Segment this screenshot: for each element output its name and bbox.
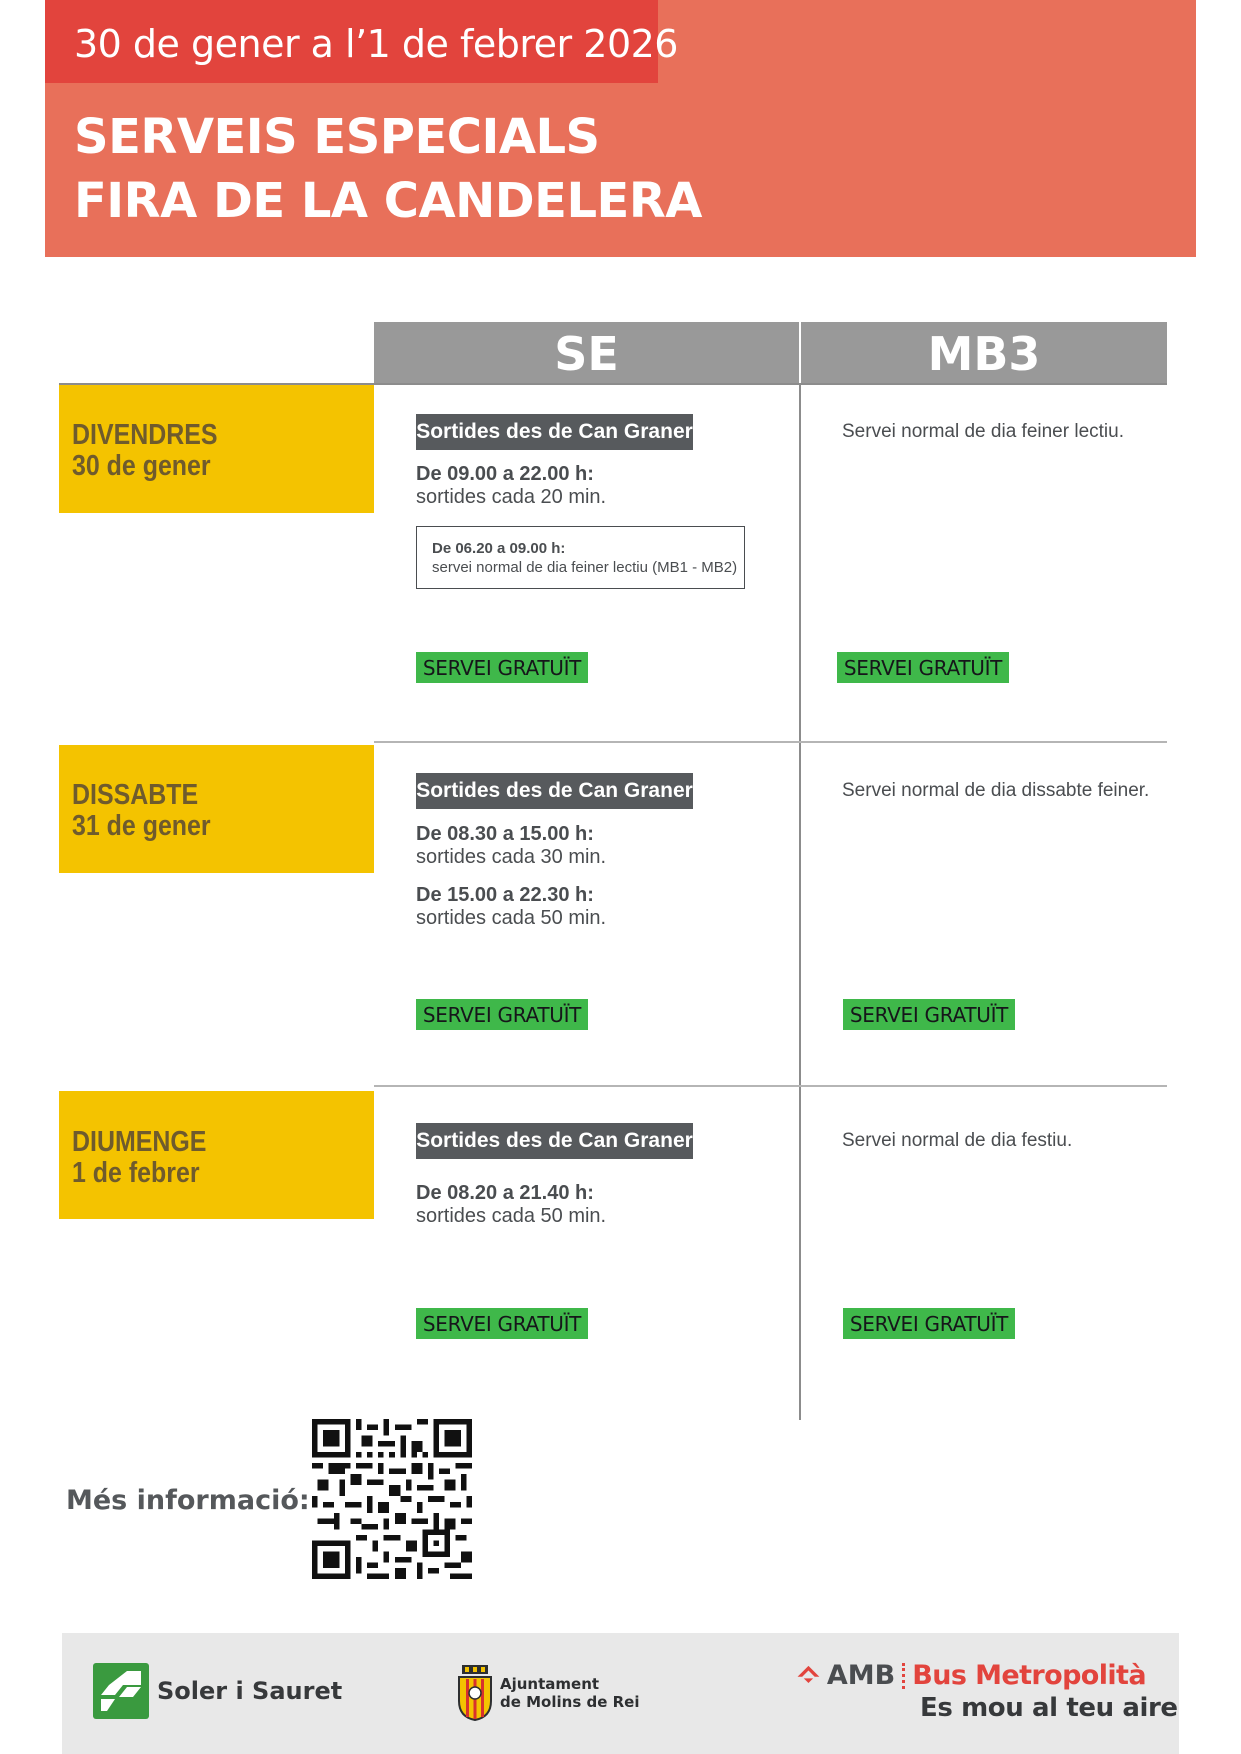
day-date: 31 de gener <box>72 810 211 842</box>
ajuntament-text <box>500 1675 639 1711</box>
day-date: 1 de febrer <box>72 1157 200 1189</box>
day-name: DIUMENGE <box>72 1126 207 1158</box>
schedule-frequency: sortides cada 50 min. <box>416 907 607 929</box>
amb-separator <box>902 1663 905 1689</box>
schedule-frequency: sortides cada 20 min. <box>416 486 607 508</box>
schedule-entry <box>416 884 606 930</box>
more-info-label: Més informació: <box>66 1485 310 1516</box>
column-divider <box>799 385 801 1420</box>
amb-slogan: Es mou al teu aire <box>920 1693 1178 1723</box>
column-header-mb3: MB3 <box>801 322 1167 385</box>
schedule-time: De 08.20 a 21.40 h: <box>416 1182 594 1204</box>
ajuntament-line-2: de Molins de Rei <box>500 1693 640 1711</box>
row-divider <box>374 741 1167 743</box>
day-label <box>72 1127 206 1189</box>
amb-diamond-icon <box>796 1661 821 1691</box>
schedule-entry <box>416 463 606 509</box>
amb-bus-metropolita-logo <box>796 1660 1178 1726</box>
day-label <box>72 780 211 842</box>
schedule-frequency: sortides cada 30 min. <box>416 846 607 868</box>
mb3-service-text: Servei normal de dia dissabte feiner. <box>842 780 1150 801</box>
row-divider <box>374 1085 1167 1087</box>
bus-metropolita-text: Bus Metropolità <box>912 1660 1146 1691</box>
schedule-entry <box>416 1182 606 1228</box>
schedule-note <box>416 526 745 589</box>
page-title <box>74 105 702 233</box>
free-service-badge: SERVEI GRATUÏT <box>837 652 1009 683</box>
mb3-service-text: Servei normal de dia festiu. <box>842 1130 1073 1151</box>
ajuntament-line-1: Ajuntament <box>500 1675 600 1693</box>
schedule-time: De 15.00 a 22.30 h: <box>416 884 594 906</box>
free-service-badge: SERVEI GRATUÏT <box>416 1308 588 1339</box>
amb-text: AMB <box>826 1660 896 1691</box>
note-time: De 06.20 a 09.00 h: <box>432 540 566 557</box>
free-service-badge: SERVEI GRATUÏT <box>416 999 588 1030</box>
schedule-frequency: sortides cada 50 min. <box>416 1205 607 1227</box>
mb3-service-text: Servei normal de dia feiner lectiu. <box>842 421 1124 442</box>
schedule-entry <box>416 823 606 869</box>
departure-tag: Sortides des de Can Graner <box>416 1123 693 1159</box>
day-name: DISSABTE <box>72 779 199 811</box>
free-service-badge: SERVEI GRATUÏT <box>843 999 1015 1030</box>
day-label <box>72 420 218 482</box>
day-name: DIVENDRES <box>72 419 218 451</box>
qr-code[interactable] <box>312 1419 472 1579</box>
day-date: 30 de gener <box>72 450 211 482</box>
free-service-badge: SERVEI GRATUÏT <box>843 1308 1015 1339</box>
ajuntament-logo <box>456 1665 639 1721</box>
note-text: servei normal de dia feiner lectiu (MB1 - MB2) <box>432 559 738 576</box>
soler-i-sauret-logo <box>93 1663 342 1719</box>
departure-tag: Sortides des de Can Graner <box>416 414 693 450</box>
title-line-1: SERVEIS ESPECIALS <box>74 109 600 165</box>
soler-logo-text: Soler i Sauret <box>157 1677 343 1705</box>
schedule-time: De 09.00 a 22.00 h: <box>416 463 594 485</box>
soler-logo-icon <box>93 1663 149 1719</box>
departure-tag: Sortides des de Can Graner <box>416 773 693 809</box>
coat-of-arms-icon <box>456 1665 494 1721</box>
title-line-2: FIRA DE LA CANDELERA <box>74 173 702 229</box>
schedule-time: De 08.30 a 15.00 h: <box>416 823 594 845</box>
column-header-se: SE <box>374 322 799 385</box>
date-range: 30 de gener a l’1 de febrer 2026 <box>74 22 678 66</box>
free-service-badge: SERVEI GRATUÏT <box>416 652 588 683</box>
